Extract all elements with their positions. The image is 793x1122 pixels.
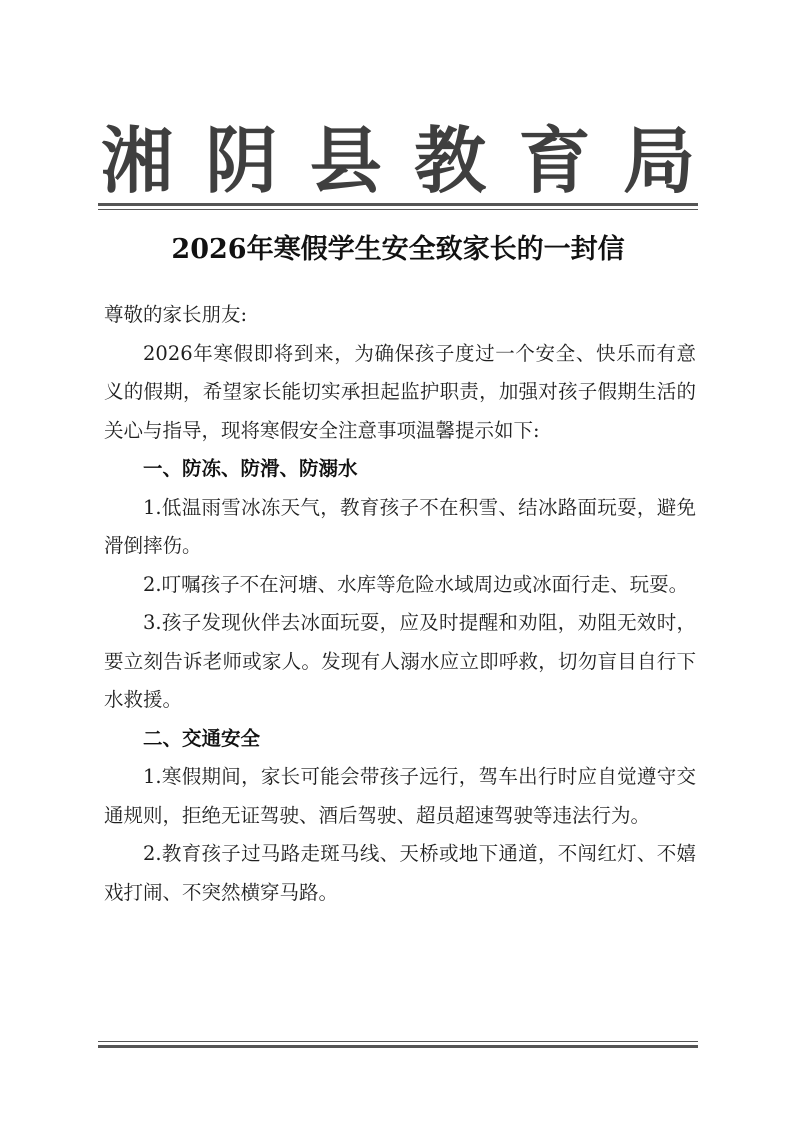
intro-paragraph: 2026年寒假即将到来，为确保孩子度过一个安全、快乐而有意义的假期，希望家长能切实承担起监护职责，加强对孩子假期生活的关心与指导，现将寒假安全注意事项温馨提示如下: xyxy=(104,341,696,442)
letterhead-rule-thick xyxy=(98,203,698,206)
section-heading: 二、交通安全 xyxy=(143,726,261,750)
footer-rule-thick xyxy=(98,1045,698,1048)
list-item: 3.孩子发现伙伴去冰面玩耍，应及时提醒和劝阻，劝阻无效时，要立刻告诉老师或家人。发现有人溺水应立即呼救，切勿盲目自行下水救援。 xyxy=(104,611,696,711)
list-item: 2.叮嘱孩子不在河塘、水库等危险水域周边或冰面行走、玩耍。 xyxy=(143,572,689,596)
section-heading: 一、防冻、防滑、防溺水 xyxy=(143,457,358,480)
letterhead-char: 湘 xyxy=(100,118,173,203)
salutation: 尊敬的家长朋友: xyxy=(104,303,248,326)
letterhead-rule-thin xyxy=(98,209,698,210)
list-item: 2.教育孩子过马路走斑马线、天桥或地下通道，不闯红灯、不嬉戏打闹、不突然横穿马路。 xyxy=(104,842,696,904)
list-item: 1.低温雨雪冰冻天气，教育孩子不在积雪、结冰路面玩耍，避免滑倒摔伤。 xyxy=(104,495,696,557)
footer-rule-thin xyxy=(98,1041,698,1042)
letterhead xyxy=(98,118,698,204)
letterhead-char: 育 xyxy=(518,118,591,203)
letterhead-char: 教 xyxy=(414,118,487,203)
letter-body xyxy=(104,296,696,912)
list-item: 1.寒假期间，家长可能会带孩子远行，驾车出行时应自觉遵守交通规则，拒绝无证驾驶、酒后驾驶、超员超速驾驶等违法行为。 xyxy=(104,765,696,827)
letterhead-char: 局 xyxy=(622,118,695,203)
letter-title: 2026年寒假学生安全致家长的一封信 xyxy=(171,234,625,265)
letterhead-char: 阴 xyxy=(205,118,278,203)
letterhead-char: 县 xyxy=(309,118,382,203)
